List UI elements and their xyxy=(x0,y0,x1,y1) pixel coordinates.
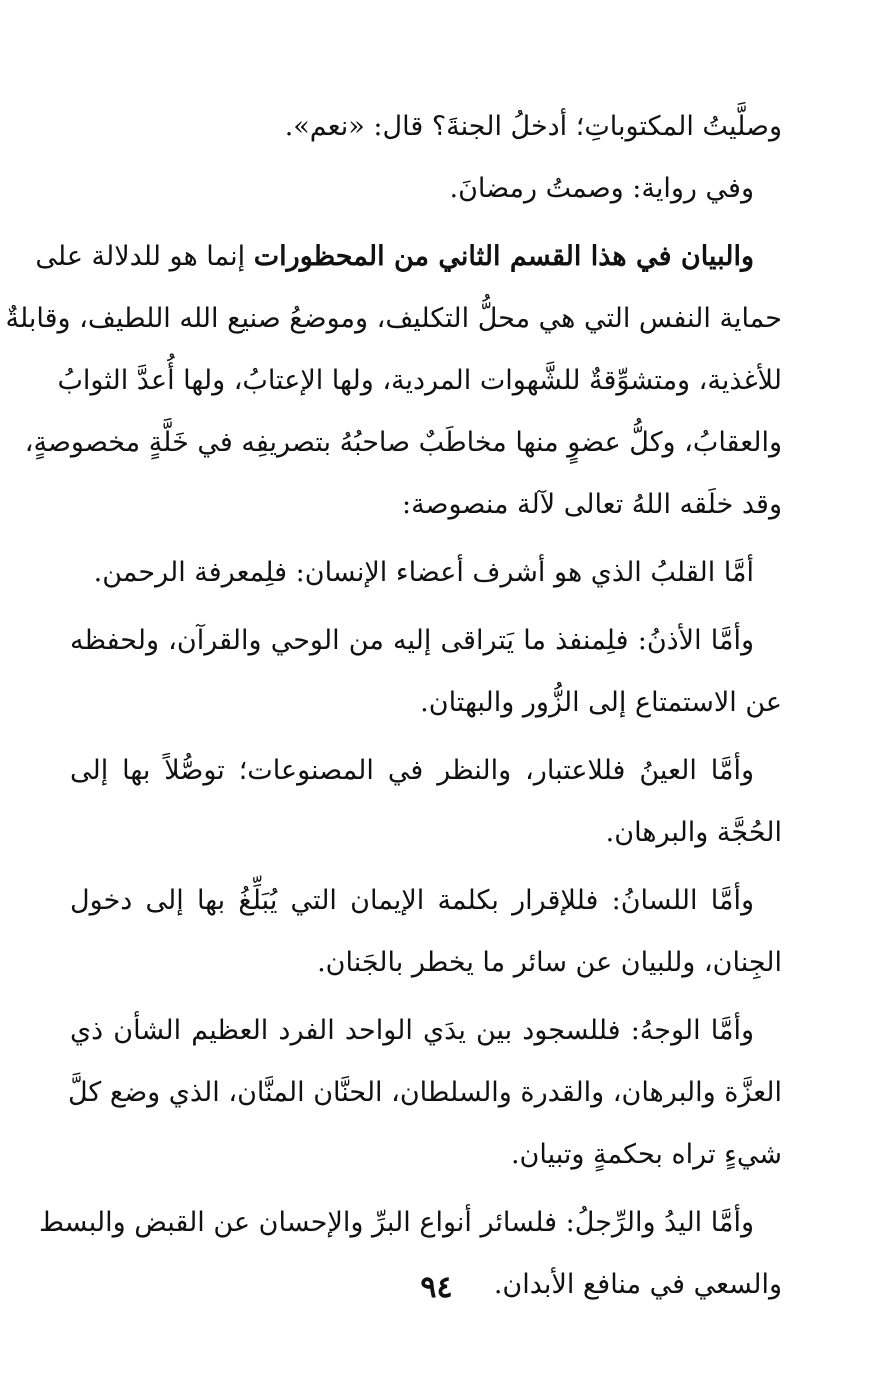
text-line xyxy=(5,288,782,350)
line-text: إنما هو للدلالة على xyxy=(35,241,254,272)
text-line xyxy=(70,1124,782,1186)
line-text: وصلَّيتُ المكتوباتِ؛ أدخلُ الجنةَ؟ قال: «نعم». xyxy=(284,111,782,142)
text-line xyxy=(67,1062,782,1124)
text-line xyxy=(70,672,782,734)
text-line xyxy=(57,350,782,412)
line-text: شيءٍ تراه بحكمةٍ وتبيان. xyxy=(510,1139,782,1170)
text-line xyxy=(70,158,782,220)
page-number: ٩٤ xyxy=(420,1270,453,1305)
text-line xyxy=(70,802,782,864)
line-text: والسعي في منافع الأبدان. xyxy=(493,1269,782,1300)
line-text: وأمَّا اليدُ والرِّجلُ: فلسائر أنواع البرِّ والإحسان عن القبض والبسط xyxy=(38,1207,754,1238)
line-text: وقد خلَقه اللهُ تعالى لآلة منصوصة: xyxy=(401,489,782,520)
line-text: أمَّا القلبُ الذي هو أشرف أعضاء الإنسان: فلِمعرفة الرحمن. xyxy=(93,557,754,588)
line-text: العزَّة والبرهان، والقدرة والسلطان، الحنَّان المنَّان، الذي وضع كلَّ xyxy=(67,1077,782,1108)
text-line xyxy=(70,542,782,604)
line-text: حماية النفس التي هي محلُّ التكليف، وموضعُ صنيع الله اللطيف، وقابلةٌ xyxy=(5,303,782,334)
text-line xyxy=(70,740,782,802)
line-text: والعقابُ، وكلُّ عضوٍ منها مخاطَبٌ صاحبُهُ بتصريفِه في خَلَّةٍ مخصوصةٍ، xyxy=(24,427,782,458)
text-line xyxy=(70,96,782,158)
text-line xyxy=(24,412,782,474)
text-line xyxy=(70,474,782,536)
line-text: وأمَّا العينُ فللاعتبار، والنظر في المصنوعات؛ توصُّلاً بها إلى xyxy=(70,755,754,786)
line-text: للأغذية، ومتشوِّقةٌ للشَّهوات المردية، ولها الإعتابُ، ولها أُعدَّ الثوابُ xyxy=(57,365,782,396)
line-text: وأمَّا الوجهُ: فللسجود بين يدَي الواحد الفرد العظيم الشأن ذي xyxy=(70,1015,754,1046)
text-line xyxy=(38,1192,782,1254)
line-text: الجِنان، وللبيان عن سائر ما يخطر بالجَنان. xyxy=(317,947,782,978)
line-text: وأمَّا الأذنُ: فلِمنفذ ما يَتراقى إليه من الوحي والقرآن، ولحفظه xyxy=(70,625,754,656)
text-line xyxy=(35,226,782,288)
line-text: وأمَّا اللسانُ: فللإقرار بكلمة الإيمان التي يُبَلِّغُ بها إلى دخول xyxy=(70,885,754,916)
bold-phrase: والبيان في هذا القسم الثاني من المحظورات xyxy=(253,241,754,272)
line-text: عن الاستمتاع إلى الزُّور والبهتان. xyxy=(420,687,782,718)
text-line xyxy=(70,932,782,994)
page-body xyxy=(5,96,782,1316)
text-line xyxy=(70,610,782,672)
text-line xyxy=(70,1000,782,1062)
line-text: الحُجَّة والبرهان. xyxy=(605,817,782,848)
line-text: وفي رواية: وصمتُ رمضانَ. xyxy=(449,173,754,204)
text-line xyxy=(70,870,782,932)
